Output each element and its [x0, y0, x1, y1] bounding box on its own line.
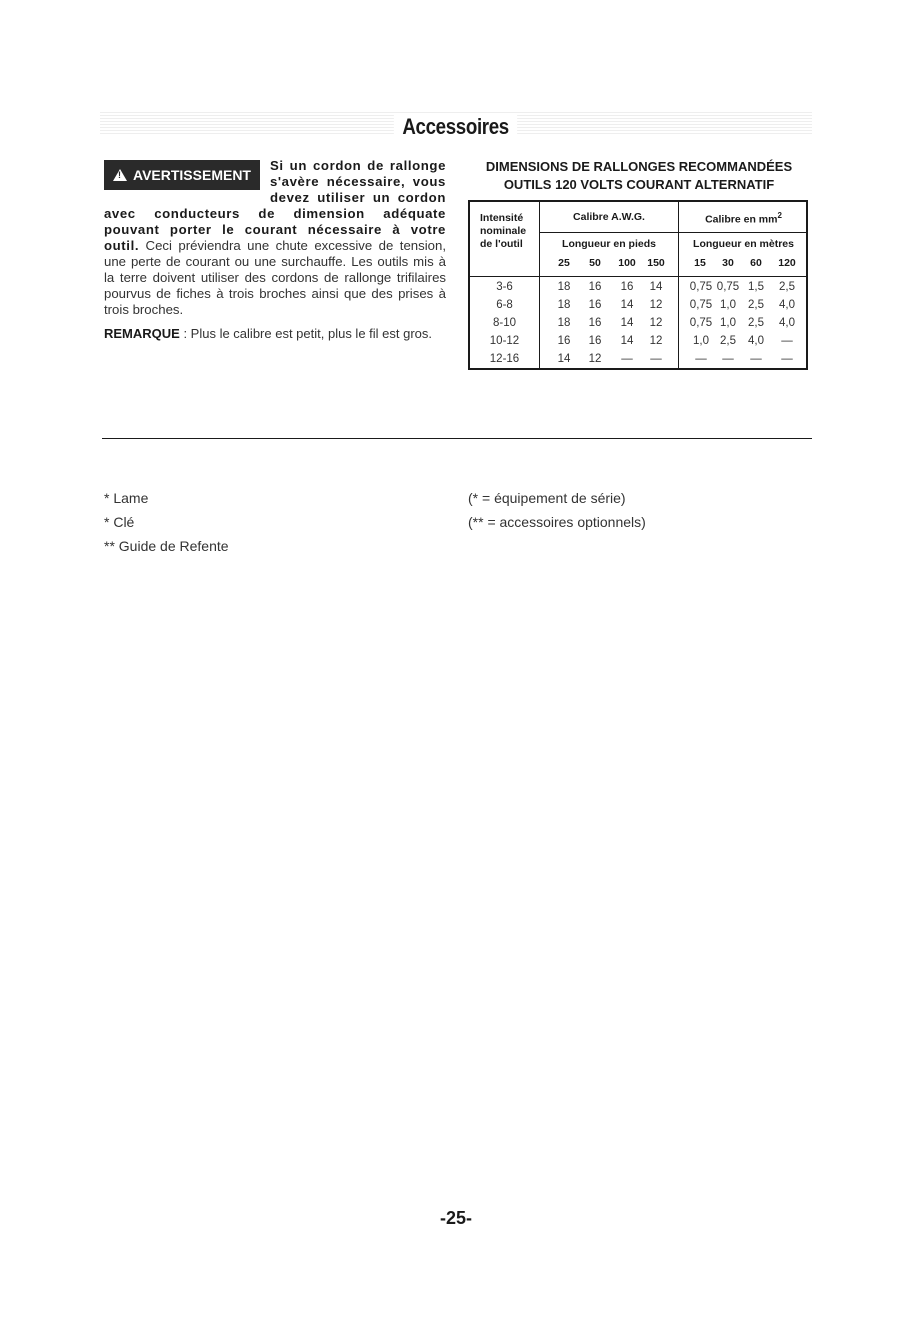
table-cell: —: [750, 353, 762, 365]
table-cell-amp: 8-10: [492, 317, 517, 329]
table-cell: 1,5: [748, 281, 764, 293]
table-divider: [539, 232, 806, 233]
table-divider: [470, 276, 806, 277]
table-cell: 16: [557, 335, 571, 347]
table-cell: 18: [557, 317, 571, 329]
table-cell: 2,5: [748, 299, 764, 311]
table-title-line1: DIMENSIONS DE RALLONGES RECOMMANDÉES: [485, 159, 793, 174]
table-cell: 14: [649, 281, 663, 293]
table-cell: 16: [620, 281, 634, 293]
table-cell: 14: [620, 335, 634, 347]
table-cell: 16: [588, 317, 602, 329]
amp-header-line: de l'outil: [480, 238, 523, 250]
table-cell: 4,0: [779, 299, 795, 311]
note-text: : Plus le calibre est petit, plus le fil est gros.: [179, 326, 433, 341]
table-cell: —: [621, 353, 633, 365]
extension-cord-table: [468, 200, 808, 370]
meter-value: 15: [694, 257, 706, 269]
mm-header-label: Calibre en mm: [705, 213, 778, 226]
accessory-list: [104, 486, 229, 558]
table-cell-amp: 10-12: [489, 335, 520, 347]
table-cell: 16: [588, 299, 602, 311]
legend-list: [468, 486, 646, 534]
table-cell: 12: [588, 353, 602, 365]
feet-value: 100: [618, 257, 636, 269]
table-cell: 2,5: [748, 317, 764, 329]
table-cell-amp: 3-6: [496, 281, 513, 293]
table-cell: 2,5: [779, 281, 795, 293]
table-divider: [539, 202, 540, 368]
table-cell-amp: 12-16: [489, 353, 520, 365]
amp-header-line: nominale: [480, 225, 527, 237]
table-cell: 14: [620, 317, 634, 329]
warning-badge-label: AVERTISSEMENT: [133, 167, 251, 183]
amp-header: [480, 212, 526, 251]
table-cell-amp: 6-8: [496, 299, 513, 311]
table-cell: 18: [557, 299, 571, 311]
table-cell: —: [695, 353, 707, 365]
list-item: * Clé: [104, 514, 135, 530]
meter-value: 120: [778, 257, 796, 269]
feet-header: Longueur en pieds: [562, 238, 656, 250]
list-item: * Lame: [104, 490, 149, 506]
legend-item: (* = équipement de série): [468, 490, 626, 506]
table-cell: —: [722, 353, 734, 365]
table-cell: 0,75: [689, 317, 713, 329]
table-cell: 18: [557, 281, 571, 293]
table-cell: 12: [649, 317, 663, 329]
table-cell: 0,75: [689, 281, 713, 293]
feet-value: 150: [647, 257, 665, 269]
page-number: -25-: [439, 1208, 472, 1228]
table-cell: 0,75: [689, 299, 713, 311]
awg-header: Calibre A.W.G.: [573, 211, 645, 223]
warning-normal-text: Ceci préviendra une chute excessive de tension, une perte de courant ou une surchauffe. Les outils mis à la terre doivent utiliser des cordons de rallonge trifilaires pourvus de fiches à trois broches ainsi que des prises à trois broches.: [104, 238, 446, 317]
note-label: REMARQUE: [104, 326, 180, 341]
table-cell: 12: [649, 335, 663, 347]
section-title: Accessoires: [0, 114, 912, 140]
warning-bold-text: Si un cordon de rallonge s'avère nécessaire, vous devez utiliser un cordon avec conducteurs de dimension adéquate pouvant porter le courant nécessaire à votre outil.: [104, 158, 446, 253]
table-cell: 4,0: [779, 317, 795, 329]
table-cell: 14: [620, 299, 634, 311]
table-cell: —: [650, 353, 662, 365]
table-cell: 4,0: [748, 335, 764, 347]
meter-value: 60: [750, 257, 762, 269]
table-cell: 16: [588, 335, 602, 347]
legend-item: (** = accessoires optionnels): [468, 514, 646, 530]
table-cell: 16: [588, 281, 602, 293]
amp-header-line: Intensité: [480, 212, 524, 224]
table-cell: 1,0: [720, 299, 736, 311]
table-cell: —: [781, 353, 793, 365]
note-paragraph: [104, 326, 446, 342]
table-cell: 1,0: [720, 317, 736, 329]
feet-value: 50: [589, 257, 601, 269]
table-title: [464, 158, 814, 194]
warning-block: [104, 158, 446, 342]
table-cell: 1,0: [693, 335, 709, 347]
table-title-line2: OUTILS 120 VOLTS COURANT ALTERNATIF: [503, 177, 775, 192]
mm-header: [679, 211, 808, 226]
meters-header: Longueur en mètres: [693, 238, 794, 250]
table-cell: 14: [557, 353, 571, 365]
table-cell: 2,5: [720, 335, 736, 347]
meter-value: 30: [722, 257, 734, 269]
mm-header-sup: 2: [777, 211, 782, 220]
list-item: ** Guide de Refente: [104, 538, 229, 554]
feet-value: 25: [558, 257, 570, 269]
horizontal-rule: [102, 438, 812, 439]
table-cell: 0,75: [716, 281, 740, 293]
warning-badge: [104, 160, 260, 190]
table-cell: —: [781, 335, 793, 347]
table-divider: [678, 202, 679, 368]
warning-triangle-icon: [113, 169, 127, 181]
table-cell: 12: [649, 299, 663, 311]
